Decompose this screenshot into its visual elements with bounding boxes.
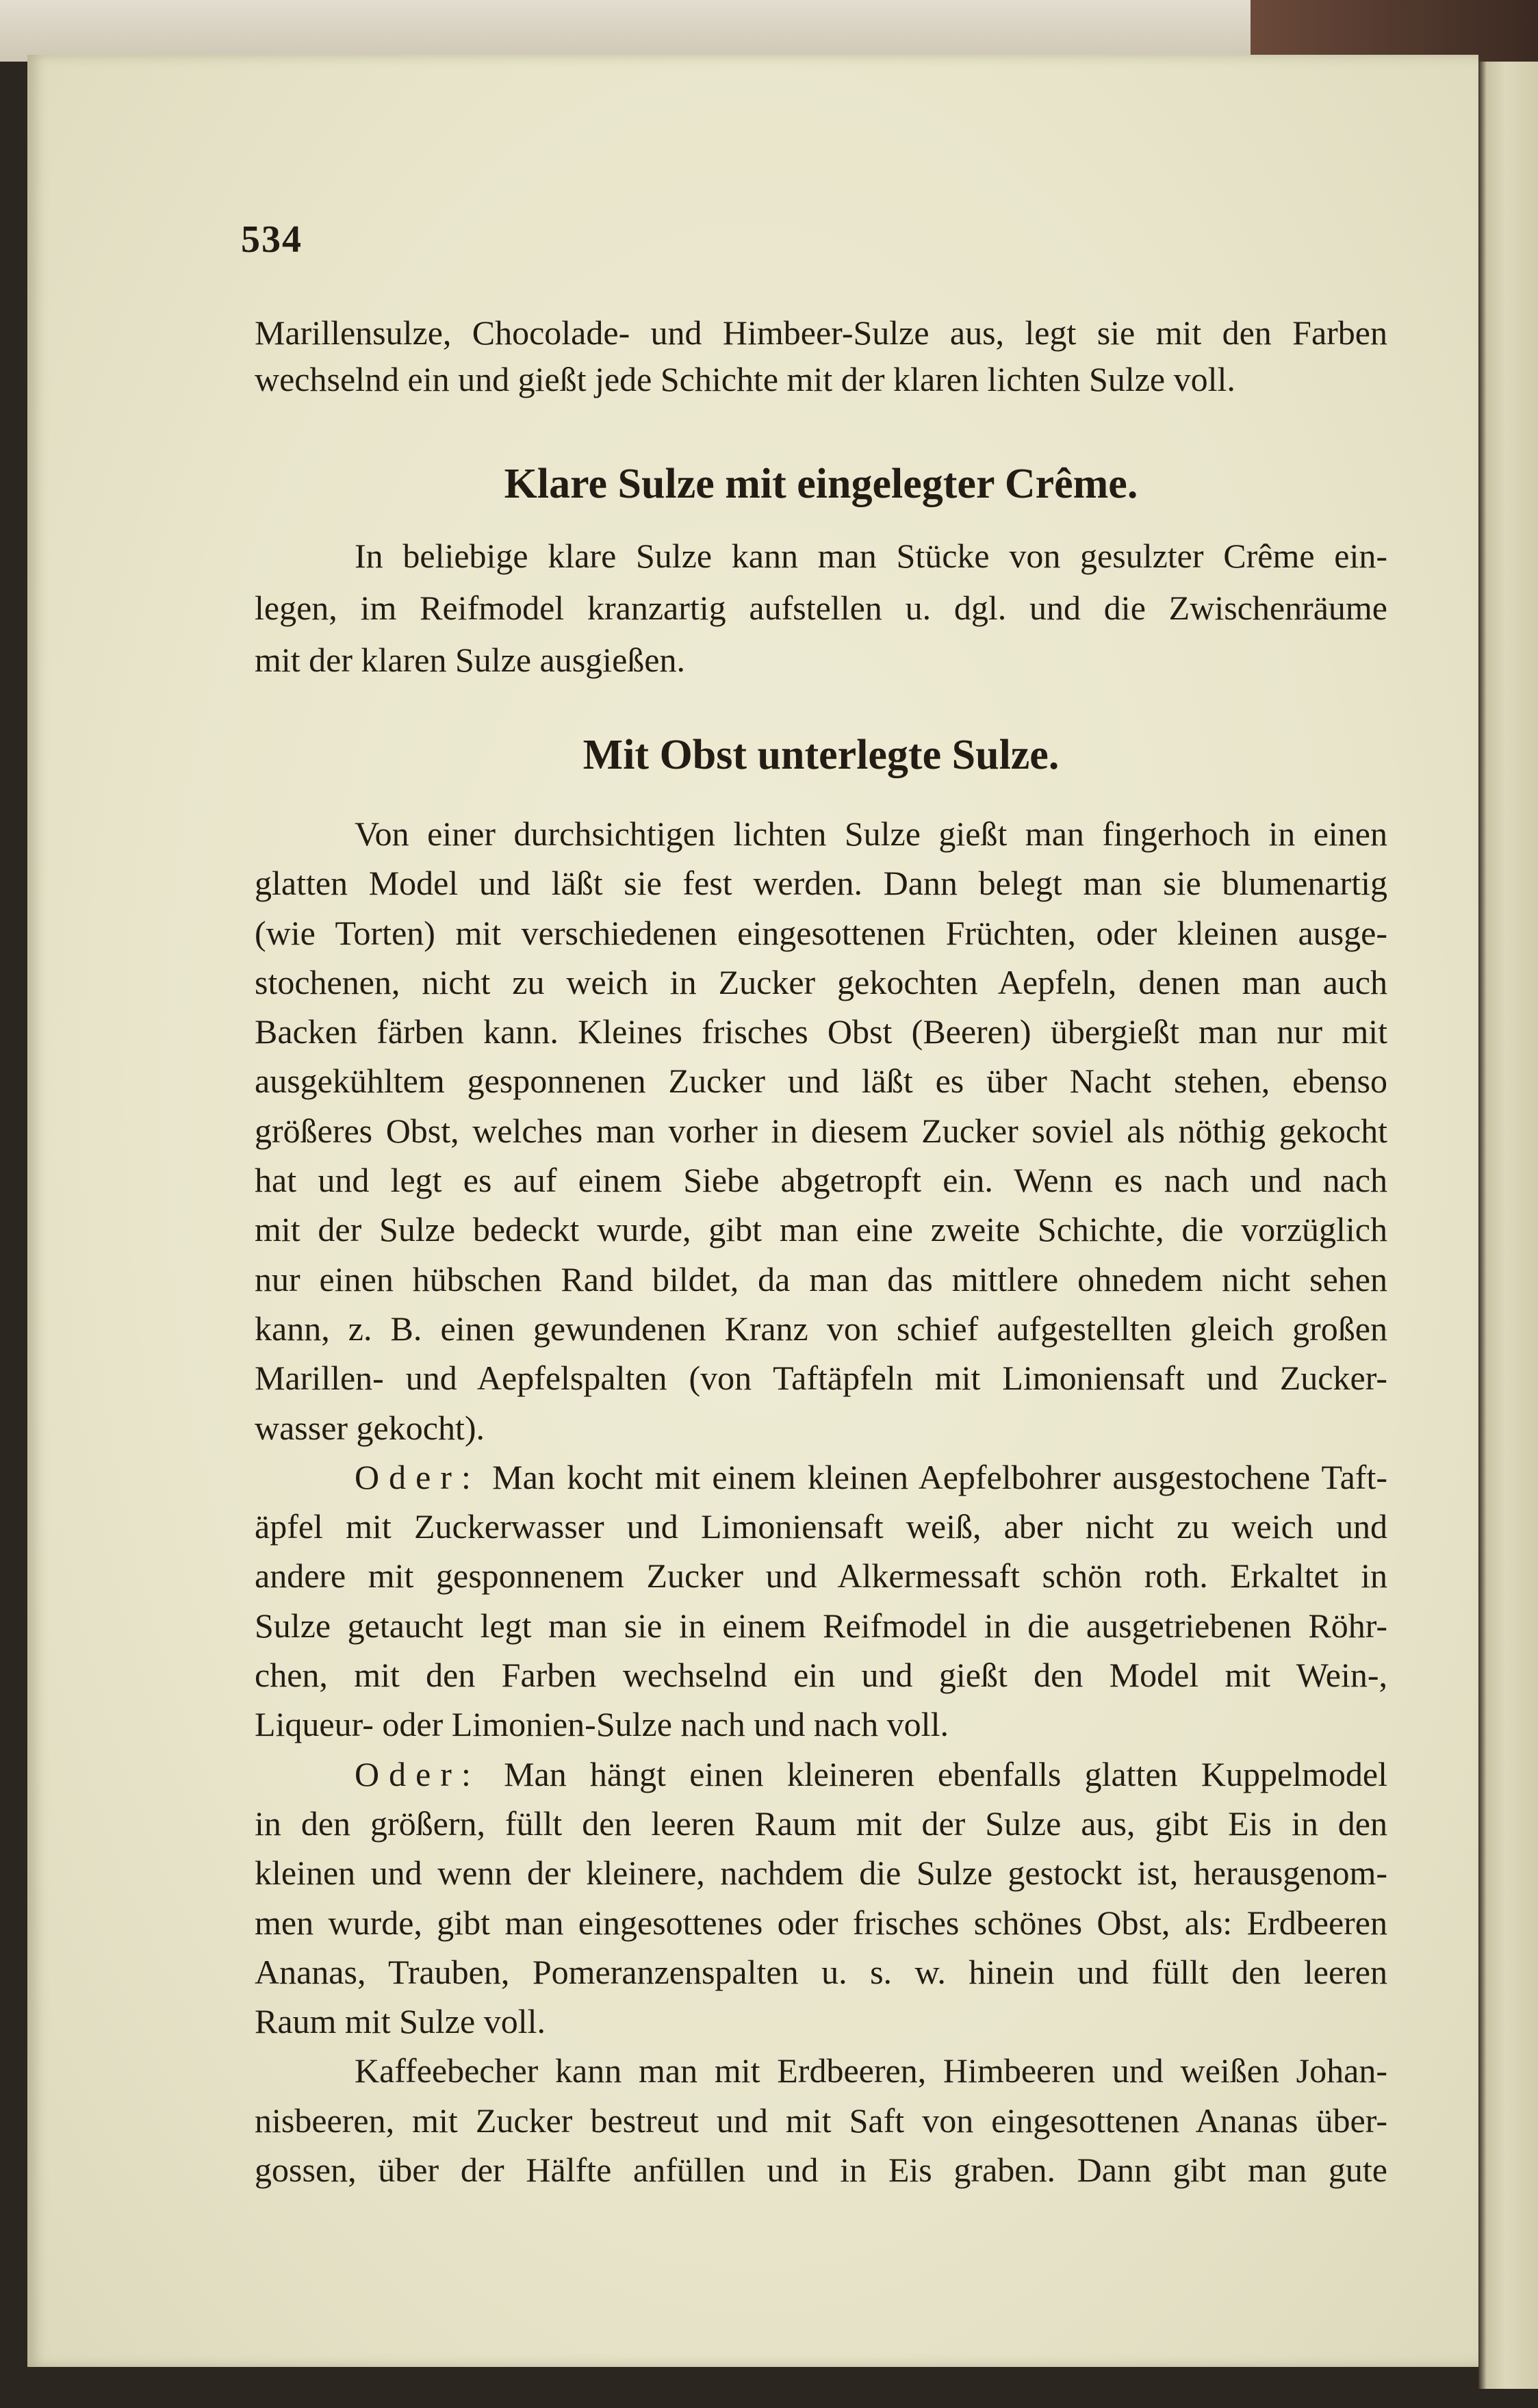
text-line — [255, 1750, 1387, 1799]
text-line — [255, 1056, 1387, 1105]
text-line: wechselnd ein und gießt jede Schichte mit der klaren lichten Sulze voll. — [255, 360, 1235, 398]
oder-lead-word: Oder: — [355, 1457, 480, 1496]
text-line — [255, 1205, 1387, 1254]
text-line-content: größeres Obst, welches man vorher in diesem Zucker soviel als nöthig gekocht — [255, 1111, 1387, 1150]
text-line — [255, 1304, 1387, 1353]
text-line-content: kleinen und wenn der kleinere, nachdem die Sulze gestockt ist, herausgenom- — [255, 1854, 1387, 1893]
text-line — [255, 858, 1387, 908]
text-line-content: glatten Model und läßt sie fest werden. Dann belegt man sie blumenartig — [255, 864, 1387, 903]
text-line — [255, 1353, 1387, 1402]
text-line-content: ausgekühltem gesponnenen Zucker und läßt es über Nacht stehen, ebenso — [255, 1062, 1387, 1101]
scan-top-border — [0, 0, 1538, 62]
text-line — [255, 1551, 1387, 1600]
text-line-content: mit der Sulze bedeckt wurde, gibt man eine zweite Schichte, die vorzüglich — [255, 1210, 1387, 1249]
text-line — [255, 1007, 1387, 1056]
text-line-content: in den größern, füllt den leeren Raum mit der Sulze aus, gibt Eis in den — [255, 1804, 1387, 1843]
text-line — [255, 1898, 1387, 1947]
text-line-content: nisbeeren, mit Zucker bestreut und mit Saft von eingesottenen Ananas über- — [255, 2101, 1387, 2140]
section-heading-obst-sulze: Mit Obst unterlegte Sulze. — [582, 732, 1060, 778]
next-page-edge — [1478, 62, 1538, 2389]
page-number: 534 — [241, 218, 303, 261]
text-line-content: kann, z. B. einen gewundenen Kranz von schief aufgestellten gleich großen — [255, 1309, 1387, 1348]
intro-paragraph — [255, 309, 1387, 402]
text-line — [255, 1700, 1387, 1749]
text-line-content: äpfel mit Zuckerwasser und Limoniensaft weiß, aber nicht zu weich und — [255, 1507, 1387, 1546]
text-line-content: Kaffeebecher kann man mit Erdbeeren, Himbeeren und weißen Johan- — [355, 2051, 1387, 2090]
text-line — [255, 1452, 1387, 1502]
text-line-content: Marillen- und Aepfelspalten (von Taftäpfeln mit Limoniensaft und Zucker- — [255, 1359, 1387, 1398]
text-line-content: men wurde, gibt man eingesottenes oder frisches schönes Obst, als: Erdbeeren — [255, 1903, 1387, 1942]
text-line — [255, 1601, 1387, 1650]
text-line — [255, 1799, 1387, 1848]
text-line: Marillensulze, Chocolade- und Himbeer-Sulze aus, legt sie mit den Farben — [255, 313, 1387, 352]
text-line-content: stochenen, nicht zu weich in Zucker gekochten Aepfeln, denen man auch — [255, 962, 1387, 1001]
text-line-content: Sulze getaucht legt man sie in einem Reifmodel in die ausgetriebenen Röhr- — [255, 1606, 1387, 1645]
text-line-content: Backen färben kann. Kleines frisches Obst (Beeren) übergießt man nur mit — [255, 1012, 1387, 1051]
section-heading-klare-sulze: Klare Sulze mit eingelegter Crême. — [504, 461, 1138, 507]
obst-paragraphs — [255, 809, 1387, 2194]
text-line — [255, 809, 1387, 858]
text-line — [255, 1255, 1387, 1304]
text-line — [255, 1997, 1387, 2046]
text-line: In beliebige klare Sulze kann man Stücke von gesulzter Crême ein- — [355, 537, 1387, 575]
text-line — [255, 908, 1387, 958]
text-line-content: (wie Torten) mit verschiedenen eingesottenen Früchten, oder kleinen ausge- — [255, 913, 1387, 952]
oder-lead-word: Oder: — [355, 1754, 480, 1793]
text-line-content: Man hängt einen kleineren ebenfalls glatten Kuppelmodel — [504, 1754, 1388, 1793]
text-line — [255, 1650, 1387, 1700]
text-line-content: Ananas, Trauben, Pomeranzenspalten u. s. w. hinein und füllt den leeren — [255, 1952, 1387, 1991]
text-line — [255, 958, 1387, 1007]
text-line: mit der klaren Sulze ausgießen. — [255, 641, 685, 679]
text-line — [255, 1848, 1387, 1897]
text-line-content: Von einer durchsichtigen lichten Sulze gießt man fingerhoch in einen — [355, 815, 1387, 853]
text-line-content: wasser gekocht). — [255, 1408, 485, 1447]
text-line — [255, 1106, 1387, 1155]
text-line — [255, 2046, 1387, 2095]
text-line — [255, 1947, 1387, 1997]
text-line-content: Man kocht mit einem kleinen Aepfelbohrer ausgestochene Taft- — [492, 1457, 1387, 1496]
text-line-content: Liqueur- oder Limonien-Sulze nach und nach voll. — [255, 1705, 949, 1744]
text-line — [255, 2096, 1387, 2145]
text-line — [255, 1502, 1387, 1551]
text-line-content: gossen, über der Hälfte anfüllen und in Eis graben. Dann gibt man gute — [255, 2151, 1387, 2190]
text-line-content: andere mit gesponnenem Zucker und Alkermessaft schön roth. Erkaltet in — [255, 1557, 1387, 1596]
book-binding — [1251, 0, 1538, 62]
text-line-content: Raum mit Sulze voll. — [255, 2002, 546, 2041]
text-line: legen, im Reifmodel kranzartig aufstellen u. dgl. und die Zwischenräume — [255, 589, 1387, 627]
text-line — [255, 1155, 1387, 1205]
text-line-content: chen, mit den Farben wechselnd ein und gießt den Model mit Wein-, — [255, 1656, 1387, 1695]
creme-paragraph — [255, 530, 1387, 686]
text-line-content: hat und legt es auf einem Siebe abgetropft ein. Wenn es nach und nach — [255, 1161, 1387, 1200]
text-line — [255, 2145, 1387, 2194]
text-line-content: nur einen hübschen Rand bildet, da man das mittlere ohnedem nicht sehen — [255, 1259, 1387, 1298]
text-line — [255, 1403, 1387, 1452]
